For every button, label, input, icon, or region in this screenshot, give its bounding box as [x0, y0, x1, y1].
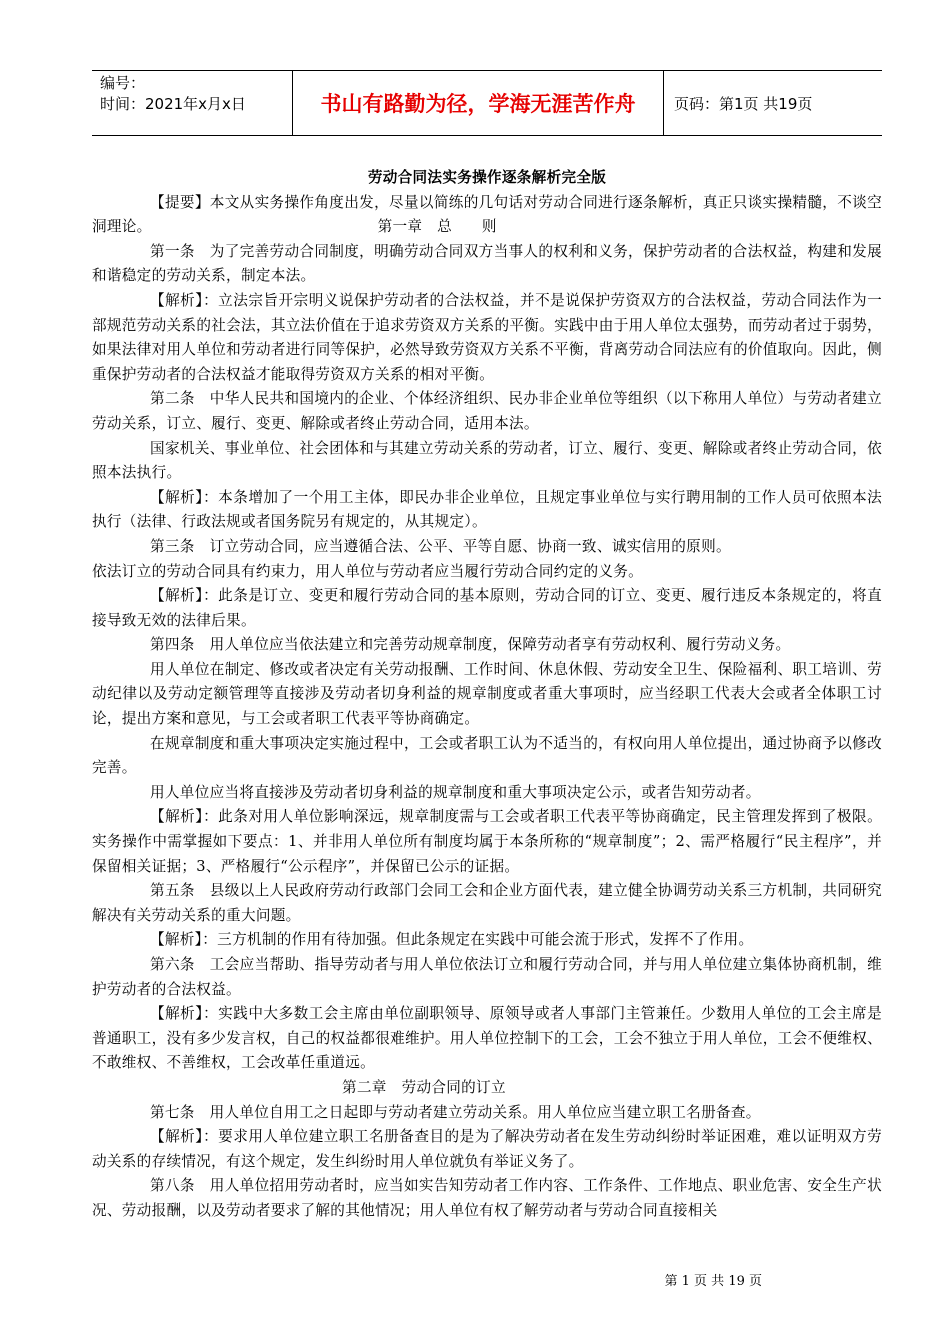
page-number: 第 1 页 共 19 页 — [664, 1274, 762, 1289]
paragraph: 第四条 用人单位应当依法建立和完善劳动规章制度，保障劳动者享有劳动权利、履行劳动义务。 — [150, 636, 791, 654]
paragraph: 【解析】：此条对用人单位影响深远，规章制度需与工会或者职工代表平等协商确定，民主管理发挥到了极限。实务操作中需掌握如下要点：1、并非用人单位所有制度均属于本条所称的“规章制度”；2、需严格履行“民主程序”，并保留相关证据；3、严格履行“公示程序”，并保留已公示的证据。 — [92, 808, 882, 875]
paragraph: 第三条 订立劳动合同，应当遵循合法、公平、平等自愿、协商一致、诚实信用的原则。 — [150, 537, 731, 555]
header-page-info: 页码：第1页 共19页 — [674, 94, 813, 113]
paragraph: 用人单位在制定、修改或者决定有关劳动报酬、工作时间、休息休假、劳动安全卫生、保险福利、职工培训、劳动纪律以及劳动定额管理等直接涉及劳动者切身利益的规章制度或者重大事项时，应当经职工代表大会或者全体职工讨论，提出方案和意见，与工会或者职工代表平等协商确定。 — [92, 660, 882, 728]
paragraph: 第七条 用人单位自用工之日起即与劳动者建立劳动关系。用人单位应当建立职工名册备查。 — [150, 1103, 761, 1121]
chapter-2-heading: 第二章 劳动合同的订立 — [342, 1078, 506, 1096]
paragraph: 第二条 中华人民共和国境内的企业、个体经济组织、民办非企业单位等组织（以下称用人单位）与劳动者建立劳动关系，订立、履行、变更、解除或者终止劳动合同，适用本法。 — [92, 390, 882, 432]
paragraph: 【解析】：三方机制的作用有待加强。但此条规定在实践中可能会流于形式，发挥不了作用。 — [150, 931, 754, 949]
document-body — [92, 166, 882, 1224]
paragraph: 【解析】：此条是订立、变更和履行劳动合同的基本原则，劳动合同的订立、变更、履行违反本条规定的，将直接导致无效的法律后果。 — [92, 587, 882, 629]
paragraph: 依法订立的劳动合同具有约束力，用人单位与劳动者应当履行劳动合同约定的义务。 — [92, 562, 644, 580]
abstract-text: 【提要】本文从实务操作角度出发，尽量以简练的几句话对劳动合同进行逐条解析，真正只谈实操精髓，不谈空洞理论。 — [92, 193, 882, 236]
paragraph: 【解析】：本条增加了一个用工主体，即民办非企业单位，且规定事业单位与实行聘用制的工作人员可依照本法执行（法律、行政法规或者国务院另有规定的，从其规定）。 — [92, 488, 882, 531]
paragraph: 【解析】：立法宗旨开宗明义说保护劳动者的合法权益，并不是说保护劳资双方的合法权益，劳动合同法作为一部规范劳动关系的社会法，其立法价值在于追求劳资双方关系的平衡。实践中由于用人单位太强势，而劳动者过于弱势，如果法律对用人单位和劳动者进行同等保护，必然导致劳资双方关系不平衡，背离劳动合同法应有的价值取向。因此，侧重保护劳动者的合法权益才能取得劳资双方关系的相对平衡。 — [92, 291, 882, 383]
time-label: 时间：2021年x月x日 — [100, 95, 246, 113]
paragraph: 国家机关、事业单位、社会团体和与其建立劳动关系的劳动者，订立、履行、变更、解除或者终止劳动合同，依照本法执行。 — [92, 439, 882, 482]
header-motto: 书山有路勤为径，学海无涯苦作舟 — [293, 71, 664, 135]
paragraph: 【解析】：实践中大多数工会主席由单位副职领导、原领导或者人事部门主管兼任。少数用人单位的工会主席是普通职工，没有多少发言权，自己的权益都很难维护。用人单位控制下的工会，工会不独立于用人单位，工会不便维权、不敢维权、不善维权，工会改革任重道远。 — [92, 1005, 882, 1072]
abstract-paragraph — [92, 191, 882, 240]
number-label: 编号： — [100, 74, 146, 92]
paragraph: 用人单位应当将直接涉及劳动者切身利益的规章制度和重大事项决定公示，或者告知劳动者。 — [150, 783, 761, 801]
chapter-1-heading: 第一章 总 则 — [377, 218, 497, 236]
paragraph: 在规章制度和重大事项决定实施过程中，工会或者职工认为不适当的，有权向用人单位提出，通过协商予以修改完善。 — [92, 734, 882, 777]
paragraph: 【解析】：要求用人单位建立职工名册备查目的是为了解决劳动者在发生劳动纠纷时举证困难，难以证明双方劳动关系的存续情况，有这个规定，发生纠纷时用人单位就负有举证义务了。 — [92, 1128, 882, 1170]
paragraph: 第八条 用人单位招用劳动者时，应当如实告知劳动者工作内容、工作条件、工作地点、职业危害、安全生产状况、劳动报酬，以及劳动者要求了解的其他情况；用人单位有权了解劳动者与劳动合同直接相关 — [92, 1177, 882, 1219]
paragraph: 第一条 为了完善劳动合同制度，明确劳动合同双方当事人的权利和义务，保护劳动者的合法权益，构建和发展和谐稳定的劳动关系，制定本法。 — [92, 242, 882, 285]
paragraph: 第五条 县级以上人民政府劳动行政部门会同工会和企业方面代表，建立健全协调劳动关系三方机制，共同研究解决有关劳动关系的重大问题。 — [92, 882, 882, 924]
document-header — [92, 70, 882, 136]
document-title: 劳动合同法实务操作逐条解析完全版 — [367, 169, 607, 186]
page-footer — [0, 1270, 950, 1289]
paragraph: 第六条 工会应当帮助、指导劳动者与用人单位依法订立和履行劳动合同，并与用人单位建立集体协商机制，维护劳动者的合法权益。 — [92, 956, 882, 998]
header-meta — [92, 71, 293, 135]
